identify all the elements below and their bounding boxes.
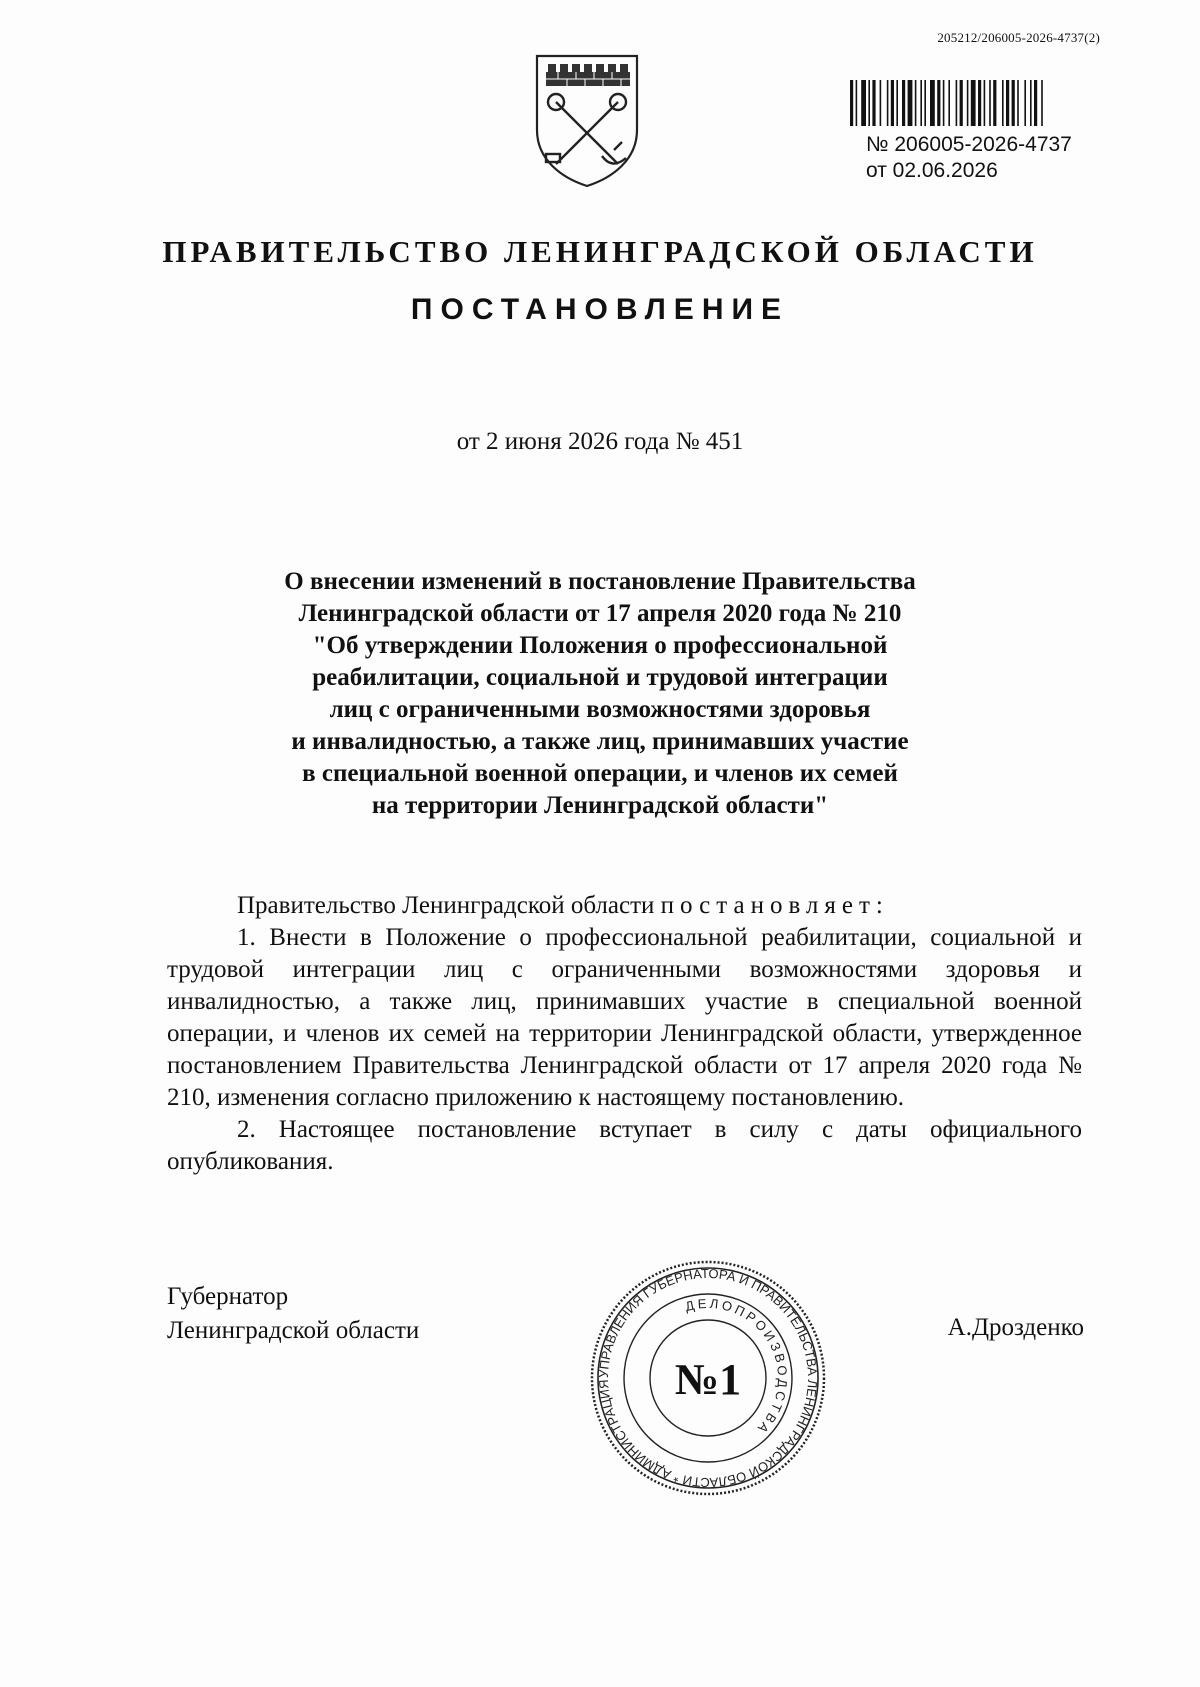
official-seal-icon [588, 1258, 828, 1498]
seal-outer-text: УПРАВЛЕНИЯ ГУБЕРНАТОРА И ПРАВИТЕЛЬСТВА ЛЕНИНГРАДСКОЙ ОБЛАСТИ * АДМИНИСТРАЦИЯ [595, 1265, 821, 1491]
registration-info [866, 132, 1072, 184]
item-1: 1. Внести в Положение о профессиональной реабилитации, социальной и трудовой интеграции лиц с ограниченными возможностями здоровья и инвалидностью, а также лиц, принимавших участие в специальной военной операции, и членов их семей на территории Ленинградской области, утвержденное постановлением Правительства Ленинградской области от 17 апреля 2020 года № 210, изменения согласно приложению к настоящему постановлению. [167, 924, 1082, 1111]
seal-center-text: №1 [674, 1355, 742, 1404]
registration-date: от 02.06.2026 [866, 159, 998, 182]
subject-line: реабилитации, социальной и трудовой интеграции [312, 664, 888, 691]
position-line: Ленинградской области [167, 1317, 420, 1344]
document-body [167, 890, 1082, 1178]
preamble-text: Правительство Ленинградской области [237, 892, 661, 919]
subject-line: и инвалидностью, а также лиц, принимавших участие [291, 728, 909, 755]
preamble [167, 890, 1082, 922]
barcode-icon [848, 80, 1110, 126]
subject-line: О внесении изменений в постановление Правительства [284, 568, 916, 595]
position-line: Губернатор [167, 1283, 289, 1310]
government-title: ПРАВИТЕЛЬСТВО ЛЕНИНГРАДСКОЙ ОБЛАСТИ [162, 234, 1038, 269]
document-code: 205212/206005-2026-4737(2) [937, 30, 1100, 45]
subject-line: на территории Ленинградской области" [371, 792, 829, 819]
preamble-keyword: постановляет: [660, 892, 889, 919]
signatory-position [167, 1280, 419, 1348]
document-subject [190, 566, 1010, 822]
item-2: 2. Настоящее постановление вступает в силу с даты официального опубликования. [167, 1116, 1082, 1175]
subject-line: лиц с ограниченными возможностями здоровья [329, 696, 871, 723]
subject-line: Ленинградской области от 17 апреля 2020 года № 210 [298, 600, 902, 627]
date-and-number: от 2 июня 2026 года № 451 [456, 428, 744, 455]
coat-of-arms-icon [532, 52, 642, 190]
seal-inner-text: ДЕЛОПРОИЗВОДСТВА [683, 1295, 791, 1439]
subject-line: в специальной военной операции, и членов их семей [302, 760, 898, 787]
signatory-name: А.Дрозденко [947, 1314, 1084, 1341]
registration-number: № 206005-2026-4737 [866, 133, 1072, 156]
document-type: ПОСТАНОВЛЕНИЕ [410, 293, 790, 326]
subject-line: "Об утверждении Положения о профессиональной [312, 632, 888, 659]
